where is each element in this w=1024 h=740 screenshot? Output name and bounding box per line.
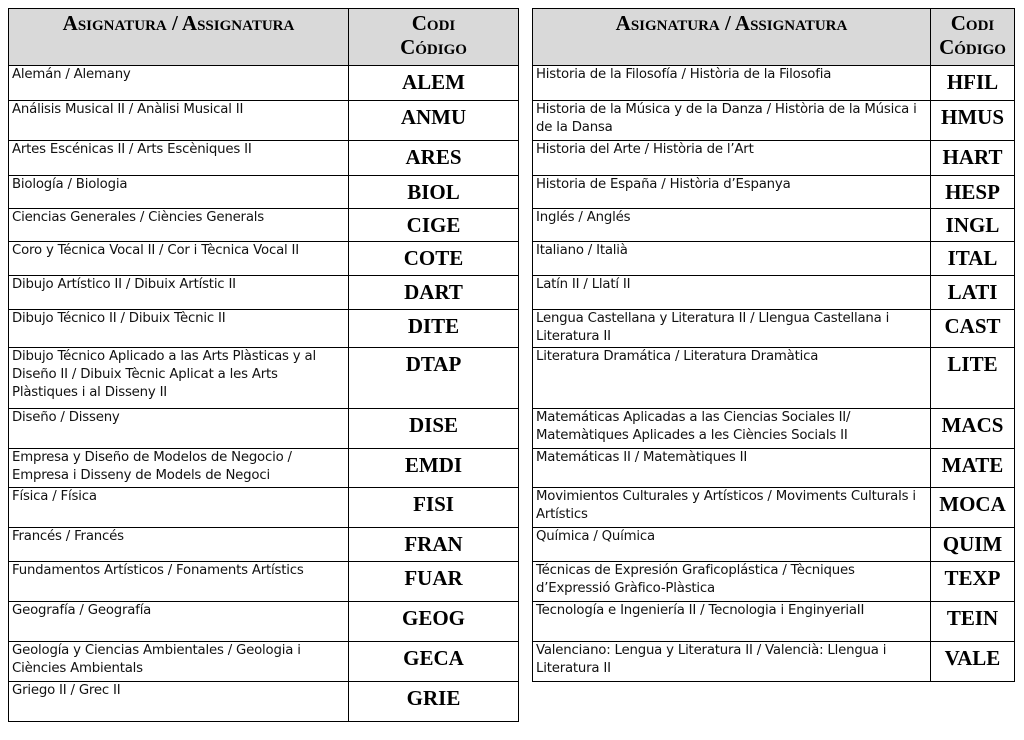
table-row — [533, 242, 1015, 276]
subject-name: Italiano / Italià — [533, 242, 931, 276]
subject-name: Matemáticas II / Matemàtiques II — [533, 449, 931, 488]
subject-name: Análisis Musical II / Anàlisi Musical II — [9, 101, 349, 141]
subject-code: ANMU — [349, 101, 519, 141]
subject-name: Valenciano: Lengua y Literatura II / Valencià: Llengua i Literatura II — [533, 642, 931, 682]
subject-code: LITE — [931, 348, 1015, 409]
subject-code: GEOG — [349, 602, 519, 642]
subject-name: Técnicas de Expresión Graficoplástica / Tècniques d’Expressió Gràfico-Plàstica — [533, 562, 931, 602]
subject-name: Literatura Dramática / Literatura Dramàtica — [533, 348, 931, 409]
subject-name: Lengua Castellana y Literatura II / Llengua Castellana i Literatura II — [533, 310, 931, 348]
subject-code: BIOL — [349, 176, 519, 209]
table-row — [9, 242, 519, 276]
subject-code: GRIE — [349, 682, 519, 722]
subject-code: FISI — [349, 488, 519, 528]
table-row — [9, 176, 519, 209]
table-row — [9, 276, 519, 310]
left-body — [9, 66, 519, 722]
subject-code: MACS — [931, 409, 1015, 449]
table-row — [9, 602, 519, 642]
subject-name: Ciencias Generales / Ciències Generals — [9, 209, 349, 242]
subject-header: Asignatura / Assignatura — [9, 9, 349, 66]
subject-name: Francés / Francés — [9, 528, 349, 562]
subject-name: Movimientos Culturales y Artísticos / Moviments Culturals i Artístics — [533, 488, 931, 528]
subject-code: LATI — [931, 276, 1015, 310]
table-row — [533, 562, 1015, 602]
subject-code: MOCA — [931, 488, 1015, 528]
table-row — [9, 66, 519, 101]
table-row — [533, 488, 1015, 528]
table-row — [533, 348, 1015, 409]
subject-name: Fundamentos Artísticos / Fonaments Artístics — [9, 562, 349, 602]
subject-name: Biología / Biologia — [9, 176, 349, 209]
subject-name: Matemáticas Aplicadas a las Ciencias Sociales II/ Matemàtiques Aplicades a les Ciències Socials II — [533, 409, 931, 449]
subject-code: FRAN — [349, 528, 519, 562]
table-row — [9, 310, 519, 348]
table-row — [533, 409, 1015, 449]
table-row — [9, 409, 519, 449]
code-header — [349, 9, 519, 66]
subject-code: CIGE — [349, 209, 519, 242]
subject-name: Física / Física — [9, 488, 349, 528]
subjects-table-right — [532, 8, 1015, 682]
table-row — [533, 209, 1015, 242]
subject-header: Asignatura / Assignatura — [533, 9, 931, 66]
code-header — [931, 9, 1015, 66]
code-header-line1: Codi — [950, 11, 995, 35]
subject-name: Dibujo Artístico II / Dibuix Artístic II — [9, 276, 349, 310]
table-row — [533, 528, 1015, 562]
subject-code: DISE — [349, 409, 519, 449]
subject-code: MATE — [931, 449, 1015, 488]
subject-name: Latín II / Llatí II — [533, 276, 931, 310]
table-row — [533, 101, 1015, 141]
table-row — [9, 682, 519, 722]
subject-code: QUIM — [931, 528, 1015, 562]
subject-name: Dibujo Técnico II / Dibuix Tècnic II — [9, 310, 349, 348]
subject-name: Historia de España / Història d’Espanya — [533, 176, 931, 209]
table-row — [533, 176, 1015, 209]
right-body — [533, 66, 1015, 682]
subject-name: Alemán / Alemany — [9, 66, 349, 101]
subject-code: VALE — [931, 642, 1015, 682]
subject-code: FUAR — [349, 562, 519, 602]
table-row — [9, 528, 519, 562]
subject-name: Coro y Técnica Vocal II / Cor i Tècnica Vocal II — [9, 242, 349, 276]
subject-name: Empresa y Diseño de Modelos de Negocio / Empresa i Disseny de Models de Negoci — [9, 449, 349, 488]
subject-code: CAST — [931, 310, 1015, 348]
subjects-table-left — [8, 8, 519, 722]
table-row — [9, 101, 519, 141]
subject-code: DTAP — [349, 348, 519, 409]
table-row — [533, 642, 1015, 682]
table-row — [9, 141, 519, 176]
table-row — [533, 310, 1015, 348]
subject-name: Historia de la Música y de la Danza / Història de la Música i de la Dansa — [533, 101, 931, 141]
table-row — [533, 66, 1015, 101]
subject-name: Diseño / Disseny — [9, 409, 349, 449]
subject-code: GECA — [349, 642, 519, 682]
subject-code: TEIN — [931, 602, 1015, 642]
table-row — [9, 488, 519, 528]
subject-code: DITE — [349, 310, 519, 348]
subject-name: Dibujo Técnico Aplicado a las Arts Plàsticas y al Diseño II / Dibuix Tècnic Aplicat a les Arts Plàstiques i al Disseny II — [9, 348, 349, 409]
subject-code: ITAL — [931, 242, 1015, 276]
subject-code: EMDI — [349, 449, 519, 488]
table-row — [533, 141, 1015, 176]
table-row — [533, 276, 1015, 310]
subject-name: Griego II / Grec II — [9, 682, 349, 722]
subject-name: Inglés / Anglés — [533, 209, 931, 242]
subject-name: Química / Química — [533, 528, 931, 562]
subject-code: ARES — [349, 141, 519, 176]
table-row — [9, 449, 519, 488]
subject-code: INGL — [931, 209, 1015, 242]
subject-name: Historia del Arte / Història de l’Art — [533, 141, 931, 176]
code-header-line1: Codi — [411, 11, 456, 35]
subject-code: COTE — [349, 242, 519, 276]
code-header-line2: Código — [400, 35, 467, 59]
table-row — [533, 449, 1015, 488]
subject-code: HFIL — [931, 66, 1015, 101]
subject-name: Geografía / Geografía — [9, 602, 349, 642]
subject-code: HMUS — [931, 101, 1015, 141]
subject-name: Historia de la Filosofía / Història de la Filosofia — [533, 66, 931, 101]
table-row — [9, 209, 519, 242]
subject-name: Artes Escénicas II / Arts Escèniques II — [9, 141, 349, 176]
table-row — [9, 642, 519, 682]
subject-name: Geología y Ciencias Ambientales / Geologia i Ciències Ambientals — [9, 642, 349, 682]
table-row — [9, 348, 519, 409]
table-row — [533, 602, 1015, 642]
subject-code: HART — [931, 141, 1015, 176]
subject-code: DART — [349, 276, 519, 310]
subject-code: TEXP — [931, 562, 1015, 602]
code-header-line2: Código — [939, 35, 1006, 59]
subject-name: Tecnología e Ingeniería II / Tecnologia i EnginyeriaII — [533, 602, 931, 642]
subject-code: HESP — [931, 176, 1015, 209]
table-row — [9, 562, 519, 602]
subject-code: ALEM — [349, 66, 519, 101]
